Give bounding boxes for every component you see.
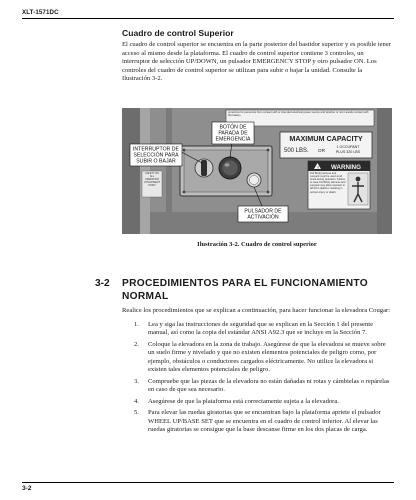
section-2-number: 3-2 [95,278,110,289]
step-number: 3. [134,377,139,385]
attachment-point-label-text: SAFETY ON ALL OPERATION ATTACHMENT POINT [144,172,160,187]
section-paragraph: El cuadro de control superior se encuentra en la parte posterior del bastidor superior y es posible tener acceso al mismo desde la plataforma. El cuadro de control superior contiene 3 controles, un interruptor de selección UP/DOWN, un pulsador EMERGENCY STOP y otro pulsador ON. Los controles del cuadro de control superior se utilizan para subir o bajar la unidad. Consulte la Ilustración 3-2. [122,41,391,83]
svg-text:!: ! [317,164,319,170]
procedure-step [122,409,392,434]
step-number: 2. [134,341,139,348]
section-2-intro: Realice los procedimientos que se explican a continuación, para hacer funcionar la elevadora Cougar: [122,307,391,314]
procedure-steps-list [122,321,392,438]
procedure-step [122,321,392,338]
callout-emergency-line-3: EMERGENCIA [215,136,251,143]
footer-rule [22,482,394,483]
up-down-selector-switch[interactable] [195,159,213,177]
callout-activation-line-2: ACTIVACIÓN [247,214,279,221]
page-number: 3-2 [22,485,32,492]
capacity-occupant: 1 OCCUPANT [336,145,360,149]
header-rule [22,18,394,19]
procedure-step [122,378,392,395]
capacity-or: OR [318,148,325,153]
step-text: Asegúrese de que la plataforma está correctamente sujeta a la elevadora. [148,397,339,405]
callout-selector-line-2: SELECCIÓN PARA [133,152,179,159]
step-number: 4. [134,397,139,405]
frame-post-left [122,108,140,234]
warning-title: WARNING [331,164,361,171]
step-text: Coloque la elevadora en la zona de trabajo. Asegúrese de que la elevadora se mueve sobre un suelo firme y nivelado y que no existen elementos potenciales de peligro como, por ejemplo, obstáculos o conductores cargados eléctricamente. No utilice la elevadora si existen tales elementos potenciales de peligro. [148,341,386,374]
capacity-plus: PLUS 320 LBS [335,150,361,154]
top-warning-label-text: protection for personnel from contact with or intended electrical power source and whether or not it avoids contact with the battery [228,111,369,118]
procedure-step [122,398,392,406]
step-number: 5. [134,409,139,417]
emergency-stop-button[interactable] [219,157,241,179]
document-header-model: XLT-1571DC [22,9,59,16]
frame-post-right [377,108,392,234]
callout-selector-line-3: SUBIR O BAJAR [136,158,176,165]
activation-push-button[interactable] [247,173,261,187]
capacity-value: 500 LBS. [284,148,309,154]
callout-emergency-line-1: BOTÓN DE [219,124,247,131]
warning-text: Full Body Harness and Lanyard must be used at all times during operation. Failure to wear Full Body Harness and Lanyard may allow operator to fall from platform resulting in serious injury or death. [310,172,346,194]
control-box-photo [122,108,392,234]
procedure-step [122,341,392,375]
capacity-title: MAXIMUM CAPACITY [289,134,363,143]
harness-pictogram-icon [348,173,368,205]
figure-caption: Ilustración 3-2. Cuadro de control superior [197,241,317,248]
section-2-title: PROCEDIMIENTOS PARA EL FUNCIONAMIENTO NORMAL [122,278,368,302]
callout-activation-line-1: PULSADOR DE [244,208,282,215]
callout-selector-line-1: INTERRUPTOR DE [132,146,180,153]
step-text: Para elevar las ruedas giratorias que se encuentran bajo la plataforma apriete el pulsador WHEEL UP/BASE SET que se encuentra en el cuadro de control inferior. Al elevar las ruedas giratorias se consigue que la base descanse firme en los dos placas de carga. [148,409,381,434]
step-number: 1. [134,321,139,328]
step-text: Compruebe que las piezas de la elevadora no están dañadas ni rotas y cámbielas o repárelas en caso de que sea necesario. [148,377,390,394]
step-text: Lea y siga las instrucciones de seguridad que se explican en la Sección 1 del presente manual, así como la copia del estándar ANSI A92.3 que se incluye en la Sección 7. [148,321,374,337]
section-title: Cuadro de control Superior [122,28,234,38]
callout-emergency-line-2: PARADA DE [218,130,248,137]
